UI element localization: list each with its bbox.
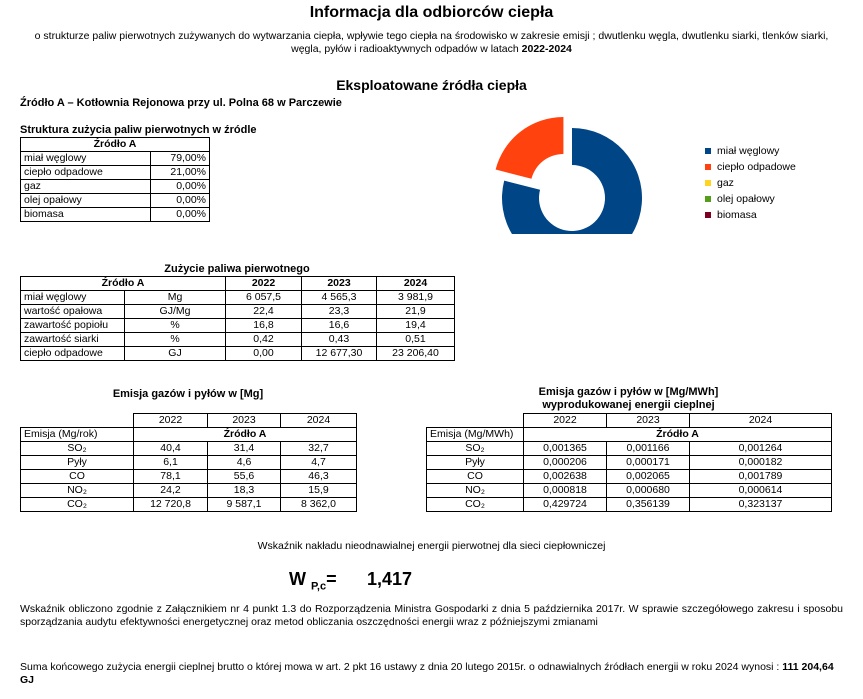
structure-table (20, 137, 210, 222)
emission-value: 0,001789 (690, 470, 832, 484)
em2-year-header: 2023 (607, 414, 690, 428)
usage-year-header: 2022 (226, 277, 302, 291)
em2-title-line1: Emisja gazów i pyłów w [Mg/MWh] (538, 386, 719, 398)
emission-value: 8 362,0 (281, 498, 357, 512)
page-subtitle (20, 30, 843, 56)
legend-swatch (705, 196, 711, 202)
fuel-name: miał węglowy (21, 152, 151, 166)
emission-value: 6,1 (134, 456, 208, 470)
table-row (21, 180, 210, 194)
emission-name: NO₂ (21, 484, 134, 498)
usage-row-name: miał węglowy (21, 291, 125, 305)
table-row (21, 291, 455, 305)
fuel-name: olej opałowy (21, 194, 151, 208)
usage-value: 23,3 (302, 305, 377, 319)
table-row (21, 470, 357, 484)
indicator-equals: = (326, 569, 337, 589)
legend-item (705, 159, 796, 175)
emission-name: CO₂ (21, 498, 134, 512)
em1-year-header: 2024 (281, 414, 357, 428)
usage-row-name: wartość opałowa (21, 305, 125, 319)
emission-value: 0,000680 (607, 484, 690, 498)
emission-value: 15,9 (281, 484, 357, 498)
indicator-title: Wskaźnik nakładu nieodnawialnej energii pierwotnej dla sieci ciepłowniczej (257, 540, 606, 552)
subtitle-text: o strukturze paliw pierwotnych zużywanych do wytwarzania ciepła, wpływie tego ciepła na środowisko w zakresie emisji ; dwutlenku węgla, dwutlenku siarki, tlenków siarki, węgla, pyłów i radioaktywnych odpadów w latach (34, 30, 829, 55)
emission-value: 32,7 (281, 442, 357, 456)
legend-label: olej opałowy (717, 193, 775, 205)
em1-label: Emisja (Mg/rok) (21, 428, 134, 442)
emission-name: SO₂ (21, 442, 134, 456)
usage-value: 0,43 (302, 333, 377, 347)
usage-value: 6 057,5 (226, 291, 302, 305)
legend-item (705, 207, 796, 223)
table-row (427, 456, 832, 470)
indicator-symbol (289, 569, 337, 593)
emissions-mwh-title (426, 386, 831, 412)
emissions-mwh-table (426, 413, 832, 512)
emission-value: 18,3 (208, 484, 281, 498)
em2-source: Źródło A (524, 428, 832, 442)
emission-value: 0,002065 (607, 470, 690, 484)
usage-value: 16,8 (226, 319, 302, 333)
table-row (21, 442, 357, 456)
em1-year-header: 2023 (208, 414, 281, 428)
emissions-mg-table (20, 413, 357, 512)
section-title: Eksploatowane źródła ciepła (336, 77, 527, 93)
fuel-name: gaz (21, 180, 151, 194)
fuel-share: 0,00% (151, 180, 210, 194)
usage-value: 0,51 (377, 333, 455, 347)
legend-item (705, 143, 796, 159)
donut-slice (496, 117, 564, 179)
fuel-share: 0,00% (151, 194, 210, 208)
usage-value: 19,4 (377, 319, 455, 333)
usage-title: Zużycie paliwa pierwotnego (164, 263, 310, 275)
table-row (21, 166, 210, 180)
table-row (21, 484, 357, 498)
usage-row-unit: GJ (125, 347, 226, 361)
fuel-usage-table (20, 276, 455, 361)
emission-name: CO (427, 470, 524, 484)
em1-year-header: 2022 (134, 414, 208, 428)
table-row (21, 456, 357, 470)
emission-value: 0,429724 (524, 498, 607, 512)
emission-name: NO₂ (427, 484, 524, 498)
fuel-name: ciepło odpadowe (21, 166, 151, 180)
legend-item (705, 191, 796, 207)
usage-year-header: 2024 (377, 277, 455, 291)
emission-value: 4,6 (208, 456, 281, 470)
legend-swatch (705, 180, 711, 186)
energy-sum-value: 111 204,64 GJ (20, 661, 834, 686)
usage-value: 12 677,30 (302, 347, 377, 361)
emission-name: Pyły (21, 456, 134, 470)
emission-name: CO₂ (427, 498, 524, 512)
chart-legend (705, 143, 796, 223)
emission-value: 0,323137 (690, 498, 832, 512)
emission-value: 0,001365 (524, 442, 607, 456)
legend-swatch (705, 212, 711, 218)
calculation-note: Wskaźnik obliczono zgodnie z Załącznikiem nr 4 punkt 1.3 do Rozporządzenia Ministra Gospodarki z dnia 5 października 2017r. W sprawie szczegółowego zakresu i sposobu sporządzania audytu efektywności energetycznej oraz metod obliczania oszczędności energii wraz z późniejszymi zmianami (20, 603, 843, 628)
emission-value: 40,4 (134, 442, 208, 456)
emission-value: 4,7 (281, 456, 357, 470)
em2-label: Emisja (Mg/MWh) (427, 428, 524, 442)
table-row (427, 484, 832, 498)
emission-name: SO₂ (427, 442, 524, 456)
table-row (21, 319, 455, 333)
indicator-symbol-sub: P,c (311, 580, 327, 593)
source-title: Źródło A – Kotłownia Rejonowa przy ul. Polna 68 w Parczewie (20, 97, 342, 109)
table-row (21, 152, 210, 166)
usage-value: 4 565,3 (302, 291, 377, 305)
emission-name: Pyły (427, 456, 524, 470)
usage-row-unit: Mg (125, 291, 226, 305)
usage-value: 22,4 (226, 305, 302, 319)
legend-label: ciepło odpadowe (717, 161, 796, 173)
fuel-name: biomasa (21, 208, 151, 222)
usage-row-unit: GJ/Mg (125, 305, 226, 319)
legend-item (705, 175, 796, 191)
emission-value: 0,001166 (607, 442, 690, 456)
usage-value: 0,00 (226, 347, 302, 361)
table-row (21, 194, 210, 208)
fuel-share: 21,00% (151, 166, 210, 180)
emission-value: 0,000818 (524, 484, 607, 498)
emission-value: 46,3 (281, 470, 357, 484)
emission-value: 31,4 (208, 442, 281, 456)
fuel-share: 79,00% (151, 152, 210, 166)
structure-title: Struktura zużycia paliw pierwotnych w źródle (20, 124, 257, 136)
emission-value: 0,000182 (690, 456, 832, 470)
usage-header-source: Źródło A (21, 277, 226, 291)
table-row (427, 470, 832, 484)
usage-row-unit: % (125, 333, 226, 347)
energy-sum (20, 661, 843, 687)
table-row (427, 442, 832, 456)
emission-value: 0,002638 (524, 470, 607, 484)
table-row (21, 333, 455, 347)
structure-header: Źródło A (21, 138, 210, 152)
table-row (21, 305, 455, 319)
em1-source: Źródło A (134, 428, 357, 442)
subtitle-years: 2022-2024 (521, 43, 572, 55)
emission-value: 0,000614 (690, 484, 832, 498)
em2-year-header: 2024 (690, 414, 832, 428)
energy-sum-text: Suma końcowego zużycia energii cieplnej brutto o której mowa w art. 2 pkt 16 ustawy z dnia 20 lutego 2015r. o odnawialnych źródłach energii w roku 2024 wynosi : (20, 661, 783, 673)
emission-value: 0,000206 (524, 456, 607, 470)
usage-row-name: zawartość siarki (21, 333, 125, 347)
emission-value: 9 587,1 (208, 498, 281, 512)
emission-value: 0,001264 (690, 442, 832, 456)
usage-value: 21,9 (377, 305, 455, 319)
usage-row-unit: % (125, 319, 226, 333)
indicator-symbol-main: W (289, 569, 306, 589)
emission-value: 0,356139 (607, 498, 690, 512)
legend-swatch (705, 148, 711, 154)
fuel-share: 0,00% (151, 208, 210, 222)
fuel-donut-chart (490, 114, 650, 234)
emissions-mg-title: Emisja gazów i pyłów w [Mg] (112, 388, 264, 400)
em2-title-line2: wyprodukowanej energii cieplnej (542, 399, 715, 411)
usage-row-name: zawartość popiołu (21, 319, 125, 333)
usage-year-header: 2023 (302, 277, 377, 291)
em2-year-header: 2022 (524, 414, 607, 428)
emission-value: 55,6 (208, 470, 281, 484)
usage-value: 16,6 (302, 319, 377, 333)
emission-value: 12 720,8 (134, 498, 208, 512)
emission-value: 0,000171 (607, 456, 690, 470)
usage-value: 3 981,9 (377, 291, 455, 305)
emission-name: CO (21, 470, 134, 484)
table-row (21, 208, 210, 222)
legend-label: gaz (717, 177, 734, 189)
usage-value: 23 206,40 (377, 347, 455, 361)
page-title: Informacja dla odbiorców ciepła (309, 4, 554, 21)
emission-value: 78,1 (134, 470, 208, 484)
legend-swatch (705, 164, 711, 170)
table-row (427, 498, 832, 512)
legend-label: miał węglowy (717, 145, 780, 157)
table-row (21, 498, 357, 512)
usage-value: 0,42 (226, 333, 302, 347)
usage-row-name: ciepło odpadowe (21, 347, 125, 361)
emission-value: 24,2 (134, 484, 208, 498)
indicator-value: 1,417 (367, 569, 413, 589)
legend-label: biomasa (717, 209, 757, 221)
table-row (21, 347, 455, 361)
